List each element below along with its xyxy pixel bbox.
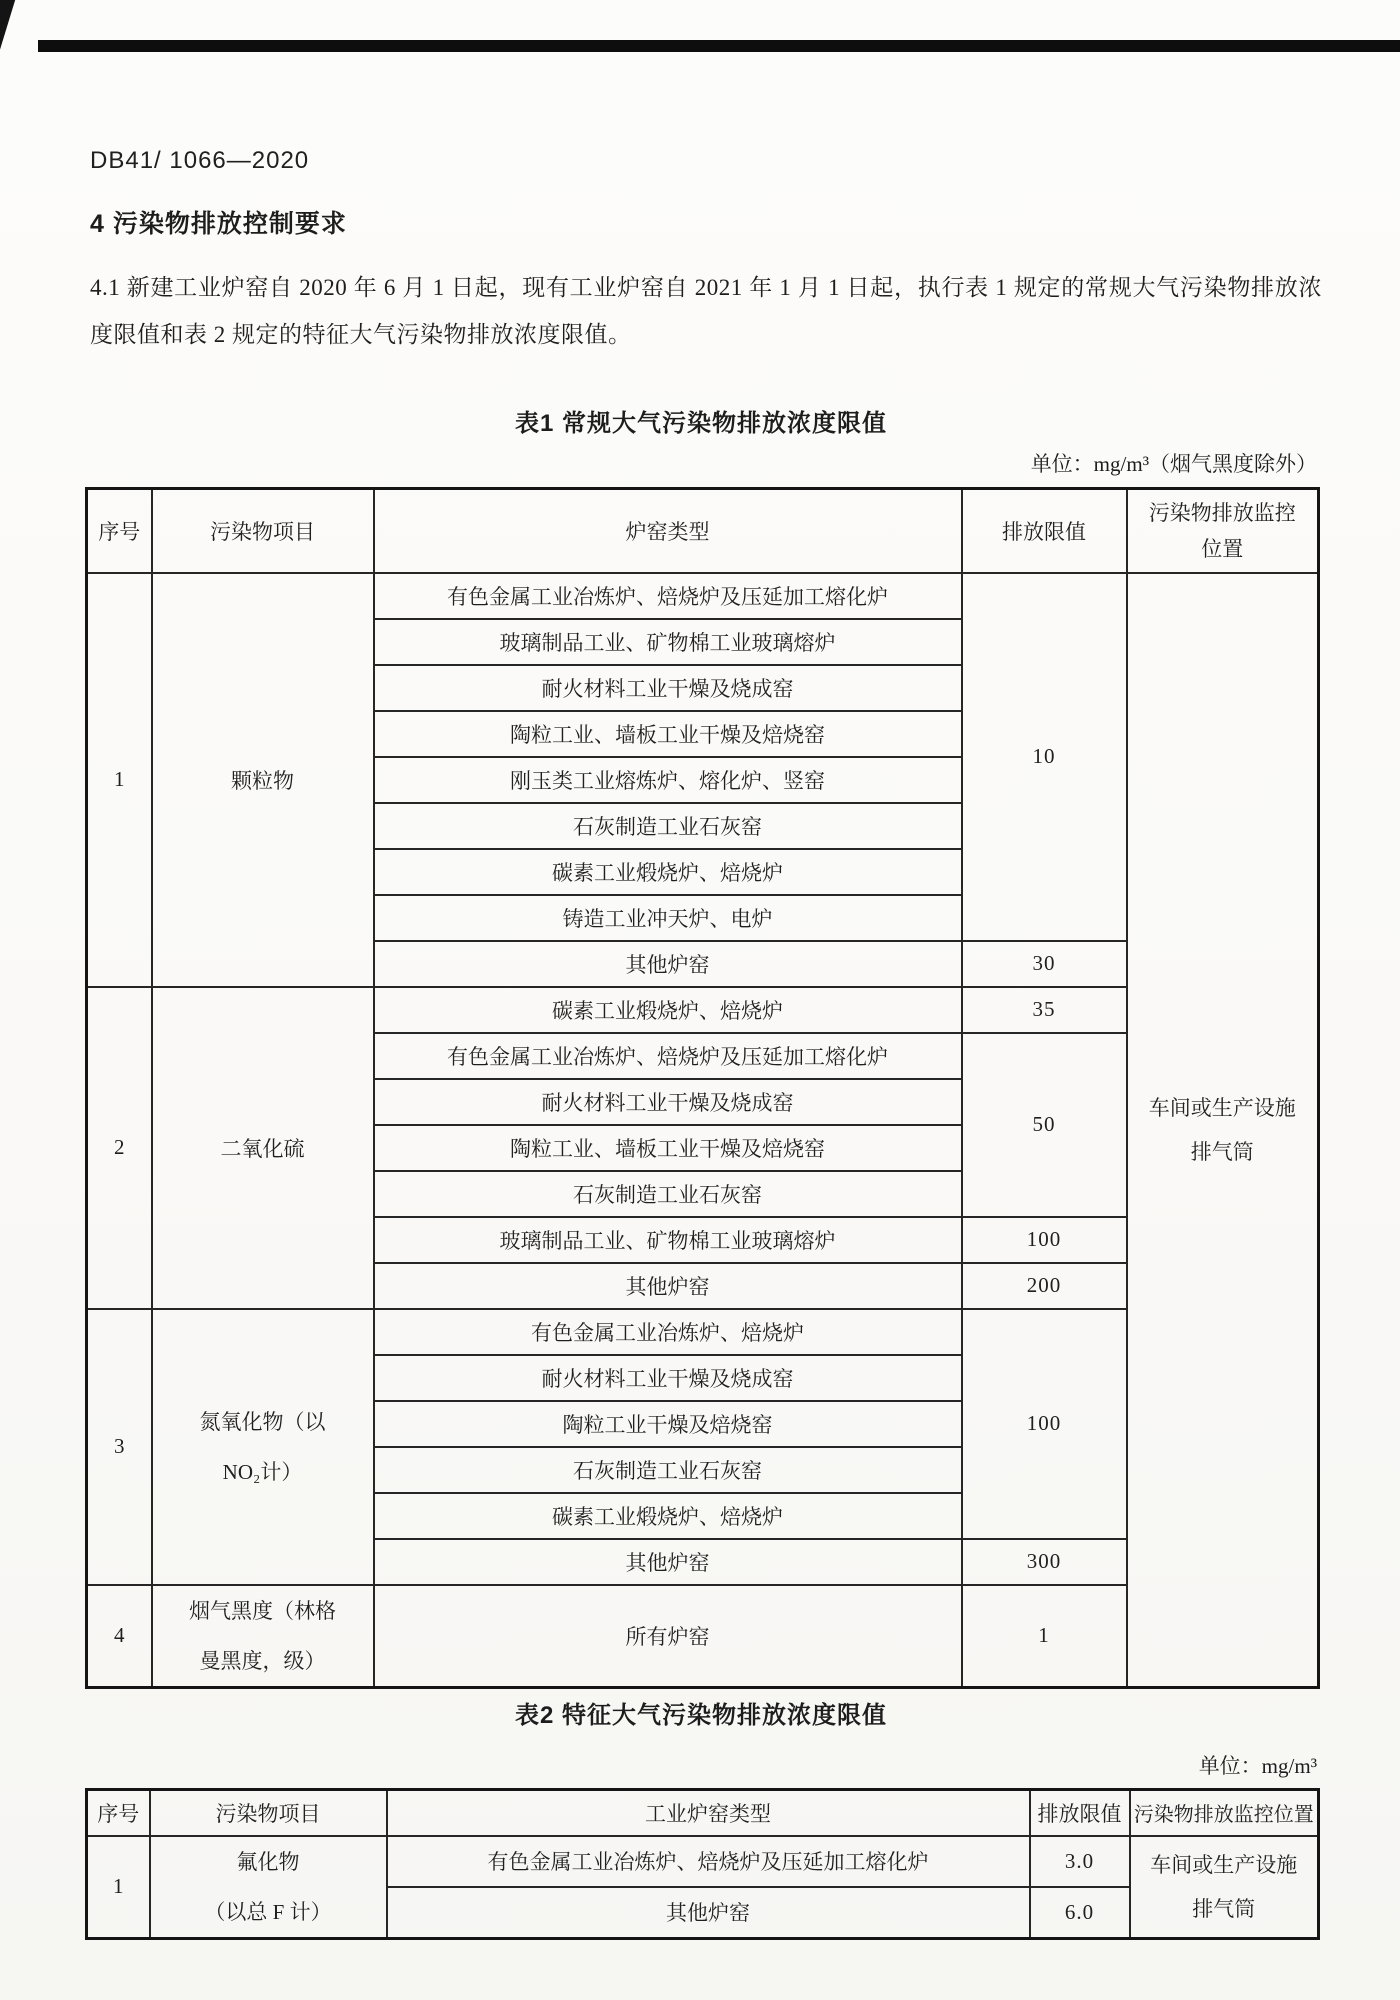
table2-title: 表2 特征大气污染物排放浓度限值 [514,1702,887,1729]
table2-unit-note: 单位：mg/m³ [1198,1754,1317,1778]
pollutant-line1: 烟气黑度（林格 [189,1598,336,1623]
header-serial: 序号 [87,489,152,573]
cell-emission-limit: 100 [962,1217,1127,1263]
table2 [85,1788,1320,1940]
cell-emission-limit: 10 [962,573,1127,941]
table1-header-row [87,489,1319,573]
table1-unit-note: 单位：mg/m³（烟气黑度除外） [1030,452,1317,476]
cell-serial: 1 [87,573,152,987]
cell-furnace-type: 其他炉窑 [374,1539,962,1585]
cell-pollutant [152,1309,374,1585]
header-monitoring-location: 污染物排放监控位置 [1130,1790,1319,1836]
cell-furnace-type: 耐火材料工业干燥及烧成窑 [374,1079,962,1125]
header-pollutant: 污染物项目 [152,489,374,573]
cell-emission-limit: 3.0 [1030,1836,1130,1887]
cell-furnace-type: 所有炉窑 [374,1585,962,1688]
cell-emission-limit: 300 [962,1539,1127,1585]
section-heading: 4 污染物排放控制要求 [90,210,347,238]
monitoring-line2: 排气筒 [1190,1139,1254,1164]
table1-title: 表1 常规大气污染物排放浓度限值 [514,410,887,437]
cell-furnace-type: 其他炉窑 [387,1887,1030,1938]
paragraph-4-1: 4.1 新建工业炉窑自 2020 年 6 月 1 日起，现有工业炉窑自 2021 年 1 月 1 日起，执行表 1 规定的常规大气污染物排放浓度限值和表 2 规定的特征大气污染物排放浓度限值。 [90,275,1322,347]
cell-emission-limit: 1 [962,1585,1127,1688]
cell-furnace-type: 玻璃制品工业、矿物棉工业玻璃熔炉 [374,619,962,665]
cell-monitoring-location [1130,1836,1319,1939]
monitoring-line1: 车间或生产设施 [1148,1095,1296,1120]
cell-emission-limit: 50 [962,1033,1127,1217]
cell-furnace-type: 陶粒工业、墙板工业干燥及焙烧窑 [374,1125,962,1171]
pollutant-line2: 曼黑度，级） [199,1648,326,1673]
header-monitoring-line2: 位置 [1201,536,1244,561]
monitoring-line1: 车间或生产设施 [1150,1852,1298,1877]
cell-serial: 3 [87,1309,152,1585]
cell-furnace-type: 碳素工业煅烧炉、焙烧炉 [374,987,962,1033]
cell-furnace-type: 有色金属工业冶炼炉、焙烧炉及压延加工熔化炉 [374,573,962,619]
cell-furnace-type: 铸造工业冲天炉、电炉 [374,895,962,941]
cell-emission-limit: 30 [962,941,1127,987]
cell-furnace-type: 耐火材料工业干燥及烧成窑 [374,1355,962,1401]
table1 [85,487,1320,1689]
cell-pollutant [152,1585,374,1688]
cell-furnace-type: 碳素工业煅烧炉、焙烧炉 [374,849,962,895]
top-rule [38,40,1400,52]
cell-furnace-type: 耐火材料工业干燥及烧成窑 [374,665,962,711]
cell-furnace-type: 其他炉窑 [374,941,962,987]
cell-furnace-type: 陶粒工业、墙板工业干燥及焙烧窑 [374,711,962,757]
cell-emission-limit: 35 [962,987,1127,1033]
cell-monitoring-location [1127,573,1319,1688]
monitoring-line2: 排气筒 [1192,1896,1256,1921]
cell-pollutant [150,1836,387,1939]
table-row [87,573,1319,619]
table2-header-row [87,1790,1319,1836]
cell-furnace-type: 石灰制造工业石灰窑 [374,1447,962,1493]
cell-furnace-type: 石灰制造工业石灰窑 [374,1171,962,1217]
header-pollutant: 污染物项目 [150,1790,387,1836]
cell-furnace-type: 其他炉窑 [374,1263,962,1309]
cell-furnace-type: 碳素工业煅烧炉、焙烧炉 [374,1493,962,1539]
header-emission-limit: 排放限值 [1030,1790,1130,1836]
header-serial: 序号 [87,1790,150,1836]
cell-furnace-type: 有色金属工业冶炼炉、焙烧炉及压延加工熔化炉 [374,1033,962,1079]
cell-serial: 1 [87,1836,150,1939]
cell-emission-limit: 100 [962,1309,1127,1539]
cell-pollutant: 二氧化硫 [152,987,374,1309]
cell-pollutant: 颗粒物 [152,573,374,987]
table-row [87,1836,1319,1887]
cell-furnace-type: 有色金属工业冶炼炉、焙烧炉及压延加工熔化炉 [387,1836,1030,1887]
header-monitoring-location [1127,489,1319,573]
cell-emission-limit: 200 [962,1263,1127,1309]
header-furnace-type: 炉窑类型 [374,489,962,573]
doc-number: DB41/ 1066—2020 [90,147,310,174]
cell-serial: 4 [87,1585,152,1688]
cell-furnace-type: 有色金属工业冶炼炉、焙烧炉 [374,1309,962,1355]
header-furnace-type: 工业炉窑类型 [387,1790,1030,1836]
header-emission-limit: 排放限值 [962,489,1127,573]
pollutant-line2: （以总 F 计） [204,1899,332,1924]
cell-furnace-type: 玻璃制品工业、矿物棉工业玻璃熔炉 [374,1217,962,1263]
cell-emission-limit: 6.0 [1030,1887,1130,1938]
pollutant-line1: 氮氧化物（以 [199,1409,326,1434]
scan-corner-mark [0,0,18,51]
cell-furnace-type: 石灰制造工业石灰窑 [374,803,962,849]
pollutant-line2: NO₂计） [222,1459,303,1484]
cell-serial: 2 [87,987,152,1309]
cell-furnace-type: 陶粒工业干燥及焙烧窑 [374,1401,962,1447]
cell-furnace-type: 刚玉类工业熔炼炉、熔化炉、竖窑 [374,757,962,803]
header-monitoring-line1: 污染物排放监控 [1148,500,1296,525]
pollutant-line1: 氟化物 [236,1849,300,1874]
